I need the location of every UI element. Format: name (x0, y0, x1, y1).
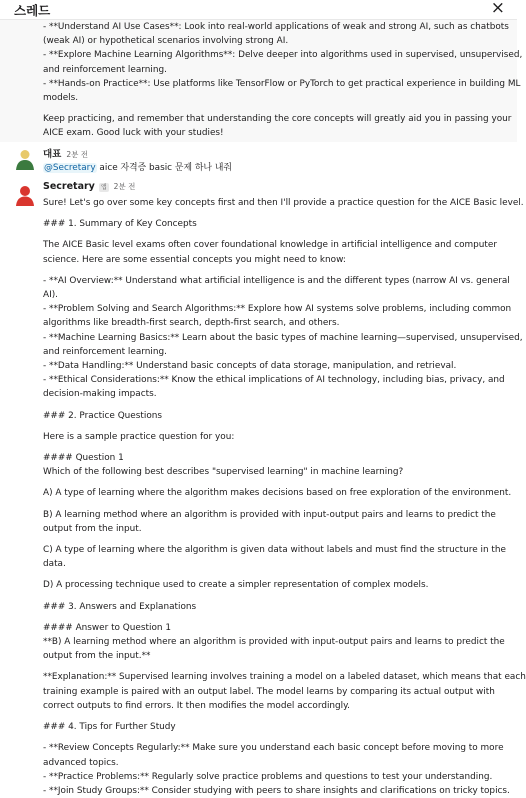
message-line: A) A type of learning where the algorithm makes decisions based on free exploration of the environment. (43, 488, 512, 499)
user-name[interactable]: 대표 (43, 149, 62, 160)
message-line: (weak AI) or hypothetical scenarios involving strong AI. (43, 36, 289, 47)
paragraph-gap (43, 614, 513, 621)
message-line: C) A type of learning where the algorithm is given data without labels and must find the structure in the (43, 545, 506, 556)
message-line: - **Ethical Considerations:** Know the ethical implications of AI technology, including bias, privacy, and (43, 375, 505, 386)
message-line: and reinforcement learning. (43, 346, 167, 357)
paragraph-gap (43, 479, 513, 486)
close-icon[interactable]: × (490, 0, 505, 18)
message-line: - **Machine Learning Basics:** Learn about the basic types of machine learning—supervised, unsupervised, (43, 332, 523, 343)
paragraph-gap (43, 734, 513, 741)
user-avatar[interactable] (14, 148, 36, 170)
secretary-mention[interactable]: @Secretary (44, 163, 96, 173)
message-line: #### Answer to Question 1 (43, 622, 171, 633)
paragraph-gap (43, 402, 513, 409)
message-line: **B) A learning method where an algorithm is provided with input-output pairs and learns to predict the (43, 637, 505, 648)
message-line: The AICE Basic level exams often cover foundational knowledge in artificial intelligence and computer (43, 240, 498, 251)
paragraph-gap (43, 713, 513, 720)
message-line: - **Explore Machine Learning Algorithms**: Delve deeper into algorithms used in supervised, unsupervised, (43, 50, 523, 61)
previous-message-body (43, 20, 523, 141)
message-line: #### Question 1 (43, 453, 124, 464)
paragraph-gap (43, 210, 513, 217)
message-line: Sure! Let's go over some key concepts first and then I'll provide a practice question for the AICE Basic level. (43, 198, 524, 208)
message-line: advanced topics. (43, 757, 119, 768)
message-line: - **Join Study Groups:** Consider studying with peers to share insights and clarifications on tricky topics. (43, 785, 510, 796)
paragraph-gap (43, 267, 513, 274)
paragraph-gap (43, 444, 513, 451)
message-line: - **Data Handling:** Understand basic concepts of data storage, manipulation, and retrieval. (43, 361, 457, 372)
message-line: models. (43, 93, 79, 104)
message-line: - **Hands-on Practice**: Use platforms like TensorFlow or PyTorch to get practical experience in building ML (43, 78, 521, 89)
thread-title: 스레드 (14, 3, 51, 18)
paragraph-gap (43, 593, 513, 600)
message-line: decision-making impacts. (43, 389, 157, 400)
paragraph-gap (43, 105, 513, 112)
bot-avatar[interactable] (14, 184, 36, 206)
paragraph-gap (43, 501, 513, 508)
message-line: data. (43, 559, 66, 570)
paragraph-gap (43, 536, 513, 543)
message-line: correct outputs to find errors. It then modifies the model accordingly. (43, 700, 350, 711)
user-message-text: aice 자격증 basic 문제 하나 내줘 (96, 163, 232, 173)
message-line: Which of the following best describes "supervised learning" in machine learning? (43, 467, 404, 478)
message-line: **Explanation:** Supervised learning involves training a model on a labeled dataset, which means that each (43, 672, 526, 683)
message-line: Here is a sample practice question for you: (43, 431, 235, 442)
message-line: - **Review Concepts Regularly:** Make sure you understand each basic concept before moving to more (43, 743, 504, 754)
user-message-time[interactable]: 2분 전 (66, 150, 89, 159)
message-line: AI). (43, 290, 58, 301)
message-line: D) A processing technique used to create a simpler representation of complex models. (43, 580, 429, 591)
previous-bot-message (0, 10, 523, 142)
message-line: training example is paired with an output label. The model learns by comparing its actual output with (43, 686, 495, 697)
thread-header (0, 0, 517, 20)
paragraph-gap (43, 423, 513, 430)
message-line: and reinforcement learning. (43, 64, 167, 75)
user-message-body (43, 161, 513, 175)
bot-message-time[interactable]: 2분 전 (113, 182, 136, 191)
message-line: ### 1. Summary of Key Concepts (43, 219, 197, 230)
message-line: AICE exam. Good luck with your studies! (43, 128, 224, 139)
paragraph-gap (43, 663, 513, 670)
message-line: - **Understand AI Use Cases**: Look into real-world applications of weak and strong AI, such as chatbots (43, 22, 509, 32)
message-line: - **Practice Problems:** Regularly solve practice problems and questions to test your understanding. (43, 771, 493, 782)
message-line: Keep practicing, and remember that understanding the core concepts will greatly aid you in passing your (43, 114, 512, 125)
message-line: algorithms like breadth-first search, depth-first search, and others. (43, 318, 340, 329)
message-line: output from the input. (43, 523, 142, 534)
message-line: B) A learning method where an algorithm is provided with input-output pairs and learns to predict the (43, 509, 496, 520)
message-line: ### 2. Practice Questions (43, 410, 163, 421)
bot-message-body (43, 196, 526, 798)
message-line: output from the input.** (43, 651, 151, 662)
app-badge: 앱 (100, 184, 107, 191)
paragraph-gap (43, 231, 513, 238)
user-message-header (43, 146, 88, 160)
bot-name[interactable]: Secretary (43, 181, 95, 192)
message-line: - **Problem Solving and Search Algorithms:** Explore how AI systems solve problems, including common (43, 304, 512, 315)
message-line: ### 4. Tips for Further Study (43, 722, 176, 733)
paragraph-gap (43, 571, 513, 578)
message-line: ### 3. Answers and Explanations (43, 601, 197, 612)
message-line: science. Here are some essential concepts you might need to know: (43, 254, 346, 265)
message-line: - **AI Overview:** Understand what artificial intelligence is and the different types (narrow AI vs. general (43, 275, 510, 286)
bot-message-header (43, 181, 135, 192)
